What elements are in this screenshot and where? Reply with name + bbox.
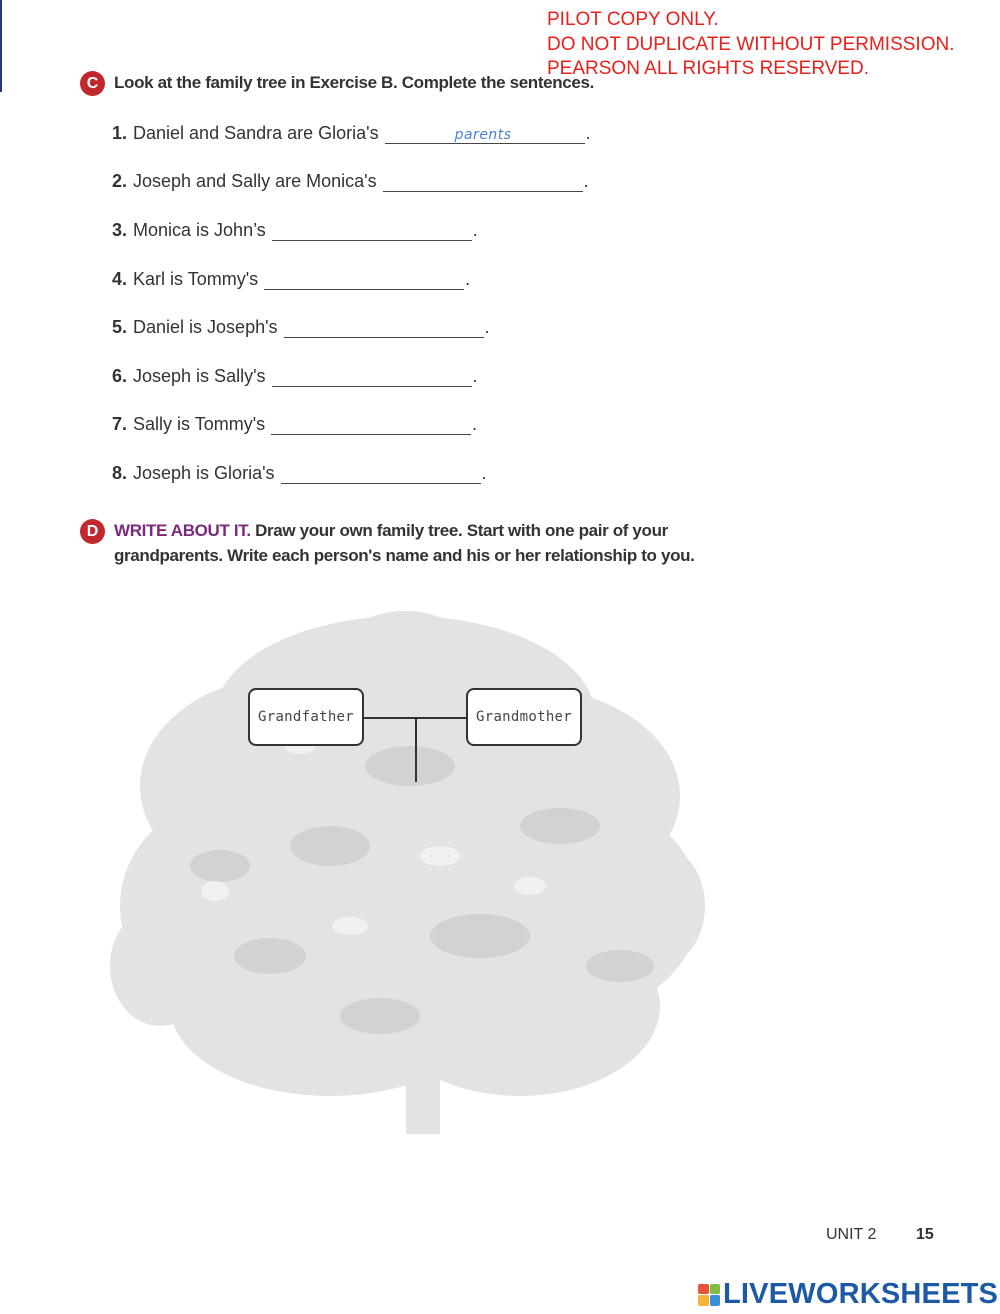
exercise-item-8: 8. Joseph is Gloria's . <box>112 463 487 483</box>
write-about-heading: WRITE ABOUT IT. <box>114 521 251 540</box>
section-c-instruction: Look at the family tree in Exercise B. Complete the sentences. <box>114 73 594 92</box>
item-text: Joseph and Sally are Monica's <box>133 171 377 191</box>
exercise-item-5: 5. Daniel is Joseph's . <box>112 317 490 337</box>
watermark-line-3: PEARSON ALL RIGHTS RESERVED. <box>547 58 870 79</box>
section-d-instruction-line-1 <box>114 521 668 541</box>
item-text: Monica is John’s <box>133 220 266 240</box>
left-margin-rule <box>0 0 2 92</box>
descendant-connector <box>415 717 417 782</box>
item-number: 4. <box>112 269 128 289</box>
item-number: 3. <box>112 220 128 240</box>
grandmother-box: Grandmother <box>466 688 582 746</box>
exercise-item-7: 7. Sally is Tommy's . <box>112 414 478 434</box>
pilot-copy-watermark <box>547 8 954 82</box>
exercise-item-6: 6. Joseph is Sally's . <box>112 366 478 386</box>
item-text: Joseph is Sally's <box>133 366 266 386</box>
answer-blank-7[interactable] <box>271 414 471 435</box>
liveworksheets-wordmark: LIVEWORKSHEETS <box>723 1278 999 1310</box>
watermark-line-1: PILOT COPY ONLY. <box>547 9 719 30</box>
watermark-line-2: DO NOT DUPLICATE WITHOUT PERMISSION. <box>547 33 955 55</box>
unit-label: UNIT 2 <box>826 1226 877 1243</box>
answer-blank-2[interactable] <box>383 171 583 192</box>
item-text: Joseph is Gloria's <box>133 463 275 483</box>
tree-illustration <box>100 606 710 1136</box>
exercise-item-3: 3. Monica is John’s . <box>112 220 478 240</box>
answer-blank-8[interactable] <box>281 463 481 484</box>
section-d-badge: D <box>80 519 105 544</box>
exercise-item-2: 2. Joseph and Sally are Monica's . <box>112 171 589 191</box>
item-text: Sally is Tommy's <box>133 414 266 434</box>
answer-blank-4[interactable] <box>264 269 464 290</box>
section-d-instruction-text: Draw your own family tree. Start with one pair of your <box>255 521 668 540</box>
liveworksheets-icon <box>698 1284 720 1306</box>
exercise-item-1: 1. Daniel and Sandra are Gloria's parents . <box>112 123 591 143</box>
answer-text: parents <box>454 127 512 143</box>
item-number: 8. <box>112 463 128 483</box>
item-number: 1. <box>112 123 128 143</box>
item-text: Karl is Tommy's <box>133 269 259 289</box>
answer-blank-3[interactable] <box>272 220 472 241</box>
item-number: 6. <box>112 366 128 386</box>
section-d-instruction-line-2: grandparents. Write each person's name and his or her relationship to you. <box>114 546 695 565</box>
grandfather-box: Grandfather <box>248 688 364 746</box>
exercise-item-4: 4. Karl is Tommy's . <box>112 269 471 289</box>
item-number: 7. <box>112 414 128 434</box>
answer-blank-6[interactable] <box>272 366 472 387</box>
item-number: 2. <box>112 171 128 191</box>
liveworksheets-logo <box>698 1280 998 1309</box>
item-text: Daniel is Joseph's <box>133 317 278 337</box>
answer-blank-5[interactable] <box>284 317 484 338</box>
page-number: 15 <box>916 1226 934 1243</box>
section-c-badge: C <box>80 71 105 96</box>
item-number: 5. <box>112 317 128 337</box>
answer-blank-1[interactable] <box>385 123 585 144</box>
item-text: Daniel and Sandra are Gloria's <box>133 123 379 143</box>
